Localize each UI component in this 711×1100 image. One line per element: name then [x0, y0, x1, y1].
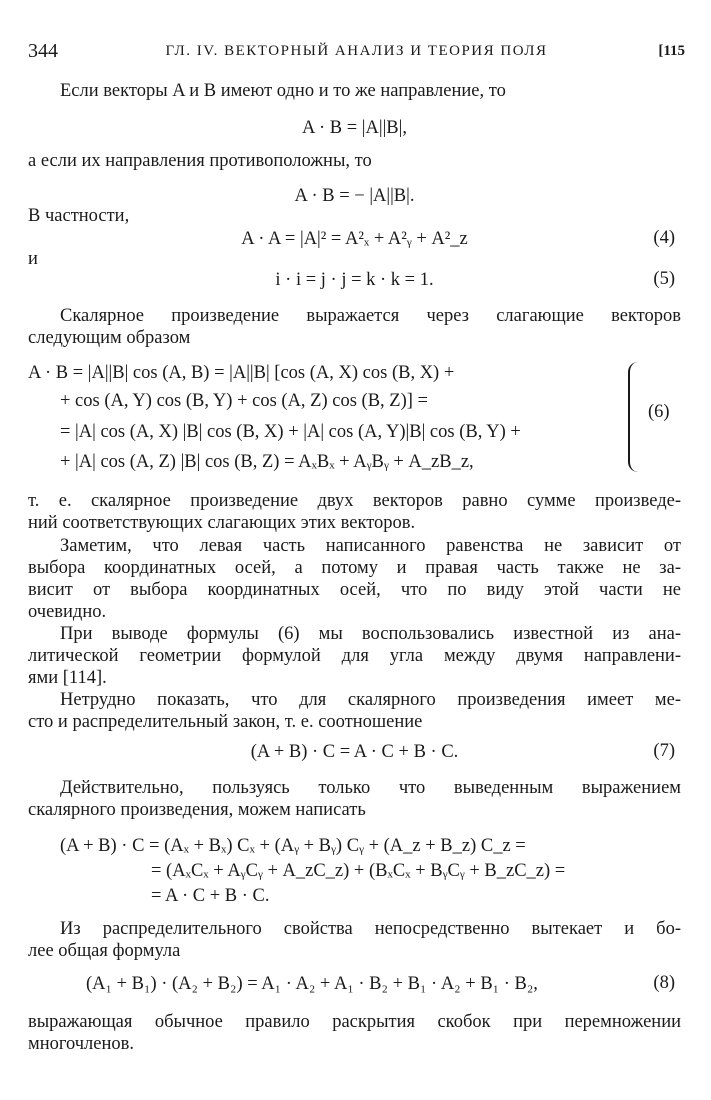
- text-line: литической геометрии формулой для угла между двумя направлени-: [28, 646, 681, 666]
- equation-number: (7): [653, 741, 675, 761]
- text-line: ями [114].: [28, 668, 107, 688]
- formula-line: A · B = − |A||B|.: [294, 186, 415, 206]
- text-line: многочленов.: [28, 1034, 135, 1054]
- text-line: Нетрудно показать, что для скалярного произведения имеет ме-: [60, 690, 681, 710]
- formula-line: = A · C + B · C.: [151, 886, 270, 906]
- text-line: т. е. скалярное произведение двух векторов равно сумме произведе-: [28, 491, 681, 511]
- text-line: Если векторы A и B имеют одно и то же направление, то: [60, 81, 506, 101]
- formula-line: + cos (A, Y) cos (B, Y) + cos (A, Z) cos (B, Z)] =: [60, 391, 428, 411]
- text-line: висит от выбора координатных осей, что по виду этой части не: [28, 580, 681, 600]
- text-line: и: [28, 249, 38, 269]
- equation-number: (6): [648, 402, 670, 422]
- text-line: В частности,: [28, 206, 130, 226]
- formula-line: (A₁ + B₁) · (A₂ + B₂) = A₁ · A₂ + A₁ · B₂ + B₁ · A₂ + B₁ · B₂,: [86, 974, 538, 994]
- text-line: Скалярное произведение выражается через слагающие векторов: [60, 306, 681, 326]
- text-line: выбора координатных осей, а потому и правая часть также не за-: [28, 558, 681, 578]
- text-line: сто и распределительный закон, т. е. соотношение: [28, 712, 423, 732]
- running-head: ГЛ. IV. ВЕКТОРНЫЙ АНАЛИЗ И ТЕОРИЯ ПОЛЯ: [165, 43, 548, 59]
- formula-line: = |A| cos (A, X) |B| cos (B, X) + |A| cos (A, Y)|B| cos (B, Y) +: [60, 422, 521, 442]
- formula-line: A · A = |A|² = A²ₓ + A²ᵧ + A²_z: [241, 229, 468, 249]
- text-line: выражающая обычное правило раскрытия скобок при перемножении: [28, 1012, 681, 1032]
- equation-number: (8): [653, 973, 675, 993]
- formula-line: A · B = |A||B| cos (A, B) = |A||B| [cos (A, X) cos (B, X) +: [28, 363, 455, 383]
- equation-number: (5): [653, 269, 675, 289]
- page-number: 344: [28, 40, 58, 62]
- formula-line: = (AₓCₓ + AᵧCᵧ + A_zC_z) + (BₓCₓ + BᵧCᵧ + B_zC_z) =: [151, 861, 566, 881]
- text-line: скалярного произведения, можем написать: [28, 800, 366, 820]
- formula-line: (A + B) · C = (Aₓ + Bₓ) Cₓ + (Aᵧ + Bᵧ) Cᵧ + (A_z + B_z) C_z =: [60, 836, 526, 856]
- text-line: очевидно.: [28, 602, 107, 622]
- text-line: а если их направления противоположны, то: [28, 151, 372, 171]
- text-line: ний соответствующих слагающих этих векторов.: [28, 513, 416, 533]
- right-brace: [628, 362, 642, 472]
- section-number: [115: [658, 43, 685, 59]
- text-line: лее общая формула: [28, 941, 181, 961]
- formula-line: (A + B) · C = A · C + B · C.: [250, 742, 459, 762]
- formula-line: i · i = j · j = k · k = 1.: [275, 270, 434, 290]
- text-line: следующим образом: [28, 328, 191, 348]
- text-line: При выводе формулы (6) мы воспользовались известной из ана-: [60, 624, 681, 644]
- text-line: Заметим, что левая часть написанного равенства не зависит от: [60, 536, 681, 556]
- equation-number: (4): [653, 228, 675, 248]
- formula-line: A · B = |A||B|,: [302, 118, 407, 138]
- formula-line: + |A| cos (A, Z) |B| cos (B, Z) = AₓBₓ + AᵧBᵧ + A_zB_z,: [60, 452, 474, 472]
- text-line: Действительно, пользуясь только что выведенным выражением: [60, 778, 681, 798]
- page-header: [28, 40, 685, 64]
- text-line: Из распределительного свойства непосредственно вытекает и бо-: [60, 919, 681, 939]
